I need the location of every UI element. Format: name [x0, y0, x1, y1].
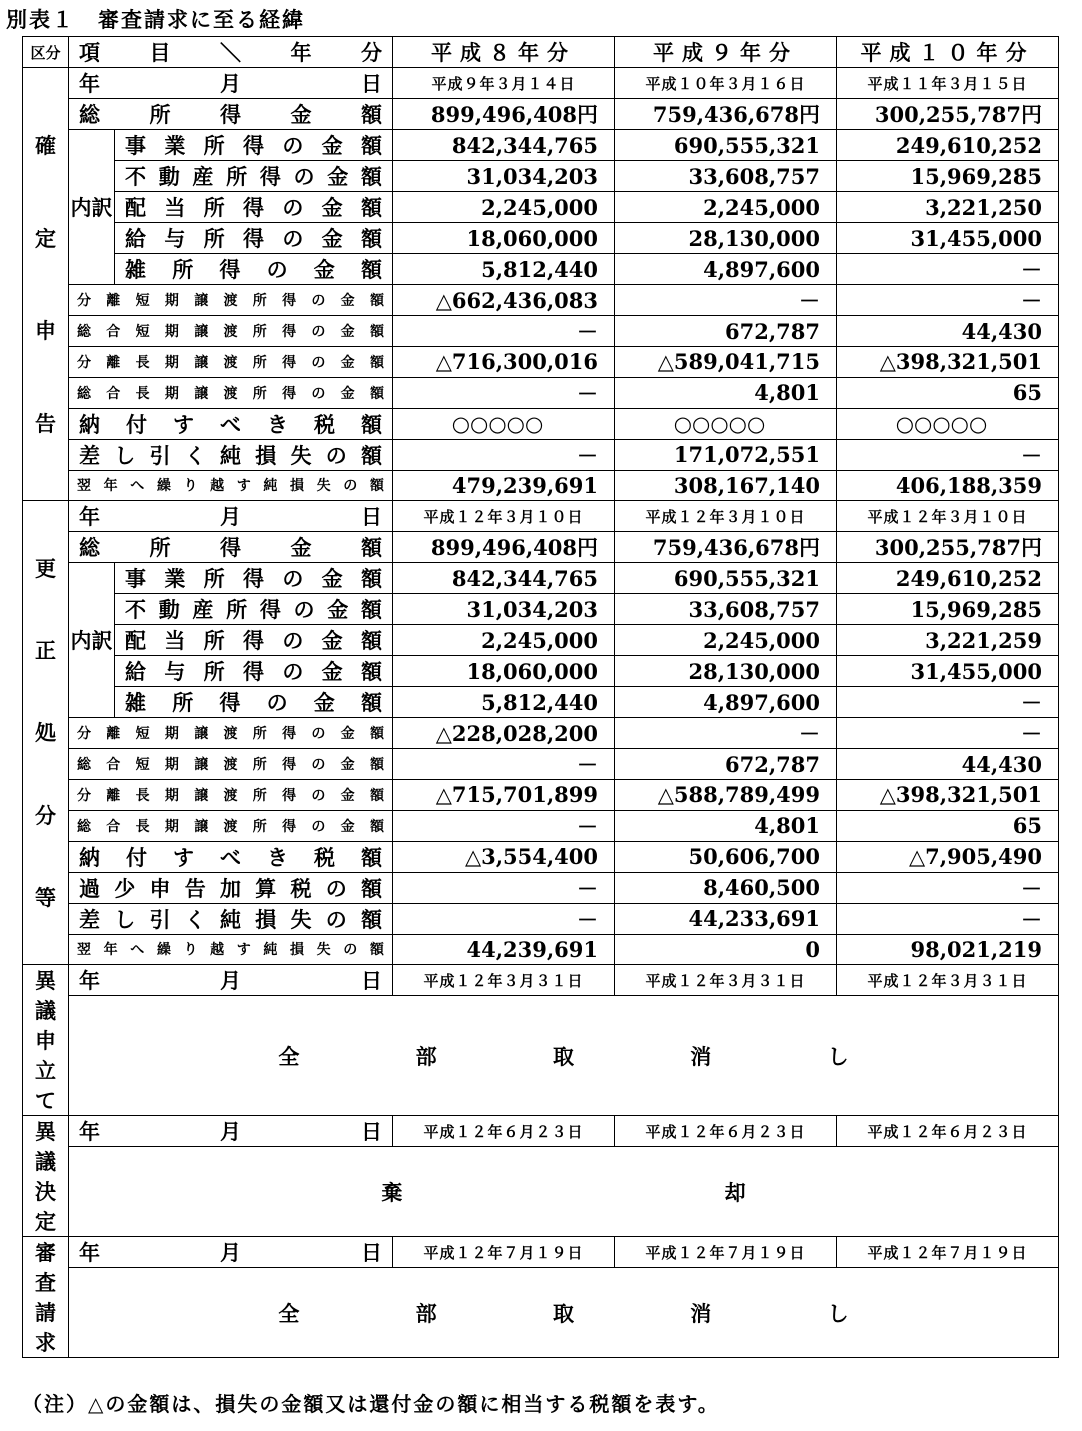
table-row — [23, 625, 1059, 656]
value-cell: 759,436,678円 — [615, 532, 837, 563]
value-cell: 5,812,440 — [393, 254, 615, 285]
value-cell: 平成１２年７月１９日 — [393, 1237, 615, 1268]
value-cell: 300,255,787円 — [837, 99, 1059, 130]
table-row — [23, 934, 1059, 965]
value-cell: 842,344,765 — [393, 130, 615, 161]
row-label: 差 し 引 く 純 損 失 の 額 — [79, 906, 382, 932]
row-label: 項 目 ＼ 年 分 — [79, 40, 382, 65]
row-label: 不 動 産 所 得 の 金 額 — [125, 597, 382, 622]
item-cell — [115, 594, 393, 625]
value-cell: 65 — [837, 810, 1059, 841]
document-title: 別表１ 審査請求に至る経緯 — [6, 7, 305, 32]
value-cell: － — [393, 810, 615, 841]
table-row — [23, 470, 1059, 501]
table-row — [23, 347, 1059, 378]
footnote: （注）△の金額は、損失の金額又は還付金の額に相当する税額を表す。 — [22, 1392, 720, 1416]
value-cell: △3,554,400 — [393, 841, 615, 872]
table-row — [23, 1237, 1059, 1268]
value-cell: △589,041,715 — [615, 347, 837, 378]
value-cell: 4,801 — [615, 377, 837, 408]
item-cell — [69, 872, 393, 903]
row-label: 不 動 産 所 得 の 金 額 — [125, 164, 382, 189]
row-label: 年 月 日 — [79, 1240, 382, 1265]
row-label: 総 合 短 期 譲 渡 所 得 の 金 額 — [77, 757, 384, 773]
header-year: 平成８年分 — [393, 37, 615, 68]
table-row — [23, 377, 1059, 408]
row-label: 年 月 日 — [79, 1119, 382, 1144]
table-row — [23, 687, 1059, 718]
row-label: 分 離 短 期 譲 渡 所 得 の 金 額 — [77, 293, 384, 309]
value-cell: 3,221,259 — [837, 625, 1059, 656]
value-cell: 50,606,700 — [615, 841, 837, 872]
value-cell: － — [393, 903, 615, 934]
item-cell — [69, 1237, 393, 1268]
row-label: 分 離 長 期 譲 渡 所 得 の 金 額 — [77, 354, 384, 371]
table-row — [23, 872, 1059, 903]
row-label: 年 月 日 — [79, 968, 382, 993]
item-cell — [69, 1116, 393, 1147]
row-label: 総 合 長 期 譲 渡 所 得 の 金 額 — [77, 818, 384, 835]
value-cell: 44,233,691 — [615, 903, 837, 934]
value-cell: 平成１０年３月１６日 — [615, 68, 837, 99]
value-cell: 4,897,600 — [615, 687, 837, 718]
table-row — [23, 501, 1059, 532]
value-cell: － — [837, 285, 1059, 316]
table-row — [23, 903, 1059, 934]
value-cell: 65 — [837, 377, 1059, 408]
value-cell: 2,245,000 — [615, 192, 837, 223]
table-row — [23, 965, 1059, 996]
row-label: 翌 年 へ 繰 り 越 す 純 損 失 の 額 — [77, 478, 384, 495]
value-cell: ○○○○○ — [837, 408, 1059, 439]
value-cell: － — [393, 316, 615, 347]
value-cell: 44,430 — [837, 749, 1059, 780]
value-cell: △588,789,499 — [615, 780, 837, 811]
value-cell: △7,905,490 — [837, 841, 1059, 872]
table-row — [23, 316, 1059, 347]
row-label: 事 業 所 得 の 金 額 — [125, 133, 382, 158]
value-cell: 平成９年３月１４日 — [393, 68, 615, 99]
table-row — [23, 1116, 1059, 1147]
item-cell — [69, 965, 393, 996]
value-cell: 平成１２年３月３１日 — [837, 965, 1059, 996]
value-cell: 249,610,252 — [837, 130, 1059, 161]
history-table — [22, 36, 1059, 1358]
value-cell: 5,812,440 — [393, 687, 615, 718]
value-cell: 8,460,500 — [615, 872, 837, 903]
value-cell: △662,436,083 — [393, 285, 615, 316]
table-row — [23, 810, 1059, 841]
value-cell: 759,436,678円 — [615, 99, 837, 130]
value-cell: △398,321,501 — [837, 347, 1059, 378]
value-cell: 平成１２年６月２３日 — [837, 1116, 1059, 1147]
item-cell — [69, 377, 393, 408]
value-cell: 899,496,408円 — [393, 532, 615, 563]
value-cell: 98,021,219 — [837, 934, 1059, 965]
item-cell — [69, 718, 393, 749]
value-cell: ○○○○○ — [393, 408, 615, 439]
item-cell — [69, 780, 393, 811]
value-cell: 899,496,408円 — [393, 99, 615, 130]
value-cell: 2,245,000 — [615, 625, 837, 656]
item-cell — [115, 130, 393, 161]
value-cell: － — [837, 254, 1059, 285]
decision-result: 全 部 取 消 し — [69, 996, 1059, 1116]
section-label: 審 査 請 求 — [23, 1237, 69, 1358]
row-label: 年 月 日 — [79, 504, 382, 529]
value-cell: 44,430 — [837, 316, 1059, 347]
value-cell: － — [393, 749, 615, 780]
section-label: 異 議 決 定 — [23, 1116, 69, 1237]
value-cell: － — [615, 718, 837, 749]
value-cell: 平成１２年６月２３日 — [615, 1116, 837, 1147]
item-cell — [69, 934, 393, 965]
item-cell — [69, 903, 393, 934]
value-cell: 18,060,000 — [393, 656, 615, 687]
row-label: 過 少 申 告 加 算 税 の 額 — [79, 875, 382, 901]
value-cell: 15,969,285 — [837, 161, 1059, 192]
value-cell: － — [837, 872, 1059, 903]
item-cell — [69, 347, 393, 378]
row-label: 雑 所 得 の 金 額 — [125, 257, 382, 282]
row-label: 総 合 短 期 譲 渡 所 得 の 金 額 — [77, 324, 384, 340]
header-item — [69, 37, 393, 68]
decision-result: 棄 却 — [69, 1147, 1059, 1237]
section-label: 異 議 申 立 て — [23, 965, 69, 1116]
value-cell: 2,245,000 — [393, 625, 615, 656]
table-row — [23, 99, 1059, 130]
header-row — [23, 37, 1059, 68]
item-cell — [115, 656, 393, 687]
table-row — [23, 656, 1059, 687]
value-cell: △398,321,501 — [837, 780, 1059, 811]
value-cell: － — [837, 439, 1059, 470]
row-label: 総 合 長 期 譲 渡 所 得 の 金 額 — [77, 385, 384, 402]
breakdown-label: 内訳 — [69, 130, 115, 285]
table-row — [23, 532, 1059, 563]
table-row — [23, 254, 1059, 285]
value-cell: 15,969,285 — [837, 594, 1059, 625]
table-row — [23, 130, 1059, 161]
value-cell: 平成１２年３月３１日 — [393, 965, 615, 996]
header-year: 平成９年分 — [615, 37, 837, 68]
value-cell: 406,188,359 — [837, 470, 1059, 501]
value-cell: 平成１２年３月１０日 — [615, 501, 837, 532]
row-label: 差 し 引 く 純 損 失 の 額 — [79, 442, 382, 468]
table-row — [23, 161, 1059, 192]
item-cell — [69, 501, 393, 532]
value-cell: 842,344,765 — [393, 563, 615, 594]
value-cell: － — [393, 377, 615, 408]
value-cell: 31,455,000 — [837, 223, 1059, 254]
row-label: 分 離 短 期 譲 渡 所 得 の 金 額 — [77, 726, 384, 742]
row-label: 配 当 所 得 の 金 額 — [125, 195, 382, 220]
row-label: 総 所 得 金 額 — [79, 535, 382, 560]
item-cell — [69, 470, 393, 501]
value-cell: 28,130,000 — [615, 223, 837, 254]
value-cell: 平成１２年７月１９日 — [837, 1237, 1059, 1268]
section-label: 確 定 申 告 — [23, 68, 69, 501]
item-cell — [115, 192, 393, 223]
row-label: 給 与 所 得 の 金 額 — [125, 226, 382, 251]
row-label: 分 離 長 期 譲 渡 所 得 の 金 額 — [77, 787, 384, 804]
row-label: 納 付 す べ き 税 額 — [79, 844, 382, 870]
item-cell — [69, 532, 393, 563]
item-cell — [69, 285, 393, 316]
table-row — [23, 439, 1059, 470]
value-cell: 4,897,600 — [615, 254, 837, 285]
section-label: 更 正 処 分 等 — [23, 501, 69, 965]
header-category: 区分 — [23, 37, 69, 68]
value-cell: 平成１２年６月２３日 — [393, 1116, 615, 1147]
value-cell: 31,455,000 — [837, 656, 1059, 687]
breakdown-label: 内訳 — [69, 563, 115, 718]
value-cell: 171,072,551 — [615, 439, 837, 470]
item-cell — [115, 223, 393, 254]
item-cell — [115, 563, 393, 594]
value-cell: 308,167,140 — [615, 470, 837, 501]
item-cell — [115, 161, 393, 192]
value-cell: 平成１２年３月３１日 — [615, 965, 837, 996]
table-row — [23, 1147, 1059, 1237]
value-cell: － — [837, 687, 1059, 718]
value-cell: － — [837, 718, 1059, 749]
item-cell — [69, 99, 393, 130]
item-cell — [69, 749, 393, 780]
table-row — [23, 223, 1059, 254]
decision-result: 全 部 取 消 し — [69, 1268, 1059, 1358]
value-cell: 2,245,000 — [393, 192, 615, 223]
item-cell — [69, 316, 393, 347]
value-cell: 平成１２年３月１０日 — [837, 501, 1059, 532]
value-cell: 31,034,203 — [393, 594, 615, 625]
value-cell: 平成１２年７月１９日 — [615, 1237, 837, 1268]
value-cell: 672,787 — [615, 749, 837, 780]
value-cell: 平成１２年３月１０日 — [393, 501, 615, 532]
value-cell: △715,701,899 — [393, 780, 615, 811]
value-cell: 3,221,250 — [837, 192, 1059, 223]
item-cell — [69, 841, 393, 872]
row-label: 雑 所 得 の 金 額 — [125, 690, 382, 715]
value-cell: 672,787 — [615, 316, 837, 347]
row-label: 給 与 所 得 の 金 額 — [125, 659, 382, 684]
table-row — [23, 1268, 1059, 1358]
table-row — [23, 563, 1059, 594]
value-cell: 300,255,787円 — [837, 532, 1059, 563]
value-cell: 4,801 — [615, 810, 837, 841]
row-label: 納 付 す べ き 税 額 — [79, 411, 382, 437]
table-row — [23, 594, 1059, 625]
value-cell: 31,034,203 — [393, 161, 615, 192]
value-cell: － — [393, 439, 615, 470]
table-row — [23, 408, 1059, 439]
item-cell — [69, 439, 393, 470]
value-cell: △716,300,016 — [393, 347, 615, 378]
table-row — [23, 192, 1059, 223]
table-row — [23, 285, 1059, 316]
value-cell: 690,555,321 — [615, 563, 837, 594]
value-cell: 28,130,000 — [615, 656, 837, 687]
row-label: 総 所 得 金 額 — [79, 102, 382, 127]
row-label: 年 月 日 — [79, 71, 382, 96]
row-label: 翌 年 へ 繰 り 越 す 純 損 失 の 額 — [77, 942, 384, 959]
table-row — [23, 841, 1059, 872]
table-row — [23, 749, 1059, 780]
item-cell — [115, 687, 393, 718]
value-cell: 249,610,252 — [837, 563, 1059, 594]
table-row — [23, 718, 1059, 749]
item-cell — [115, 625, 393, 656]
table-row — [23, 780, 1059, 811]
item-cell — [69, 810, 393, 841]
value-cell: 690,555,321 — [615, 130, 837, 161]
value-cell: － — [393, 872, 615, 903]
value-cell: 33,608,757 — [615, 161, 837, 192]
value-cell: ○○○○○ — [615, 408, 837, 439]
item-cell — [69, 68, 393, 99]
value-cell: － — [615, 285, 837, 316]
row-label: 配 当 所 得 の 金 額 — [125, 628, 382, 653]
header-year: 平成１０年分 — [837, 37, 1059, 68]
value-cell: 0 — [615, 934, 837, 965]
table-row — [23, 68, 1059, 99]
value-cell: 33,608,757 — [615, 594, 837, 625]
item-cell — [69, 408, 393, 439]
value-cell: － — [837, 903, 1059, 934]
row-label: 事 業 所 得 の 金 額 — [125, 566, 382, 591]
value-cell: 479,239,691 — [393, 470, 615, 501]
item-cell — [115, 254, 393, 285]
table-row — [23, 996, 1059, 1116]
value-cell: △228,028,200 — [393, 718, 615, 749]
value-cell: 平成１１年３月１５日 — [837, 68, 1059, 99]
value-cell: 44,239,691 — [393, 934, 615, 965]
value-cell: 18,060,000 — [393, 223, 615, 254]
